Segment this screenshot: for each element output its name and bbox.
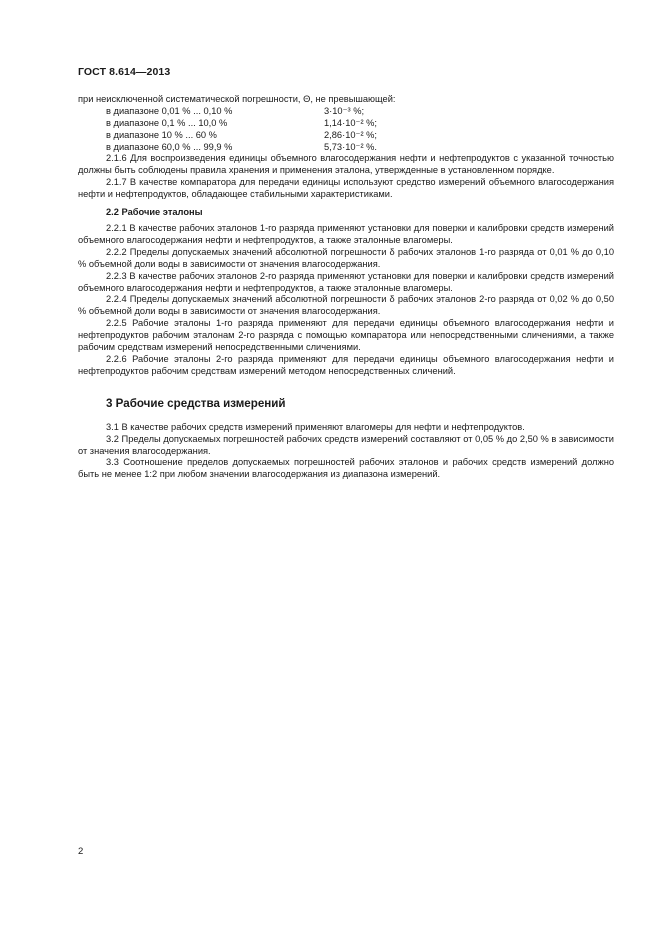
paragraph-2-2-3: 2.2.3 В качестве рабочих эталонов 2-го разряда применяют установки для поверки и калибровки средств измерений объемного влагосодержания нефти и нефтепродуктов, а также эталонные влагомеры. [78, 270, 614, 293]
range-value: 2,86·10⁻² %; [324, 129, 377, 140]
range-row [78, 118, 614, 130]
intro-paragraph: при неисключенной систематической погрешности, Θ, не превышающей: [78, 94, 396, 104]
paragraph-2-1-7: 2.1.7 В качестве компаратора для передачи единицы используют средство измерений объемного влагосодержания нефти и нефтепродуктов, обладающее стабильными характеристиками. [78, 177, 614, 200]
document-body [78, 94, 614, 481]
subsection-heading-2-2: 2.2 Рабочие эталоны [106, 207, 203, 218]
range-label: в диапазоне 10 % ... 60 % [106, 129, 217, 140]
document-header: ГОСТ 8.614—2013 [78, 66, 171, 78]
range-row [78, 130, 614, 142]
range-label: в диапазоне 0,01 % ... 0,10 % [106, 105, 233, 116]
range-value: 1,14·10⁻² %; [324, 117, 377, 128]
paragraph-2-2-4: 2.2.4 Пределы допускаемых значений абсолютной погрешности δ рабочих эталонов 2-го разряда от 0,02 % до 0,50 % объемной доли воды в зависимости от значения влагосодержания. [78, 294, 614, 317]
paragraph-2-2-6: 2.2.6 Рабочие эталоны 2-го разряда применяют для передачи единицы объемного влагосодержания нефти и нефтепродуктов рабочим средствам измерений методом непосредственных сличений. [78, 353, 614, 376]
range-label: в диапазоне 0,1 % ... 10,0 % [106, 117, 228, 128]
paragraph-2-2-1: 2.2.1 В качестве рабочих эталонов 1-го разряда применяют установки для поверки и калибровки средств измерений объемного влагосодержания нефти и нефтепродуктов, а также эталонные влагомеры. [78, 223, 614, 245]
section-heading-3: 3 Рабочие средства измерений [106, 396, 286, 410]
range-value: 3·10⁻³ %; [324, 105, 365, 116]
range-row [78, 142, 614, 154]
range-value: 5,73·10⁻² %. [324, 141, 377, 152]
range-row [78, 106, 614, 118]
page-number: 2 [78, 846, 84, 857]
paragraph-3-2: 3.2 Пределы допускаемых погрешностей рабочих средств измерений составляют от 0,05 % до 2,50 % в зависимости от значения влагосодержания. [78, 433, 614, 456]
ranges-list [78, 106, 614, 154]
paragraph-3-3: 3.3 Соотношение пределов допускаемых погрешностей рабочих эталонов и рабочих средств измерений должно быть не менее 1:2 при любом значении влагосодержания из диапазона измерений. [78, 457, 614, 480]
paragraph-2-2-5: 2.2.5 Рабочие эталоны 1-го разряда применяют для передачи единицы объемного влагосодержания нефти и нефтепродуктов рабочим эталонам 2-го разряда с помощью компаратора или непосредственными сличениями, а также рабочим средствам измерений непосредственными сличениями. [78, 318, 614, 353]
paragraph-2-1-6: 2.1.6 Для воспроизведения единицы объемного влагосодержания нефти и нефтепродуктов с указанной точностью должны быть соблюдены правила хранения и применения эталона, утвержденные в установленном порядке. [78, 153, 614, 176]
paragraph-3-1: 3.1 В качестве рабочих средств измерений применяют влагомеры для нефти и нефтепродуктов. [106, 421, 525, 432]
range-label: в диапазоне 60,0 % ... 99,9 % [106, 141, 233, 152]
paragraph-2-2-2: 2.2.2 Пределы допускаемых значений абсолютной погрешности δ рабочих эталонов 1-го разряда от 0,01 % до 0,10 % объемной доли воды в зависимости от значения влагосодержания. [78, 246, 614, 269]
